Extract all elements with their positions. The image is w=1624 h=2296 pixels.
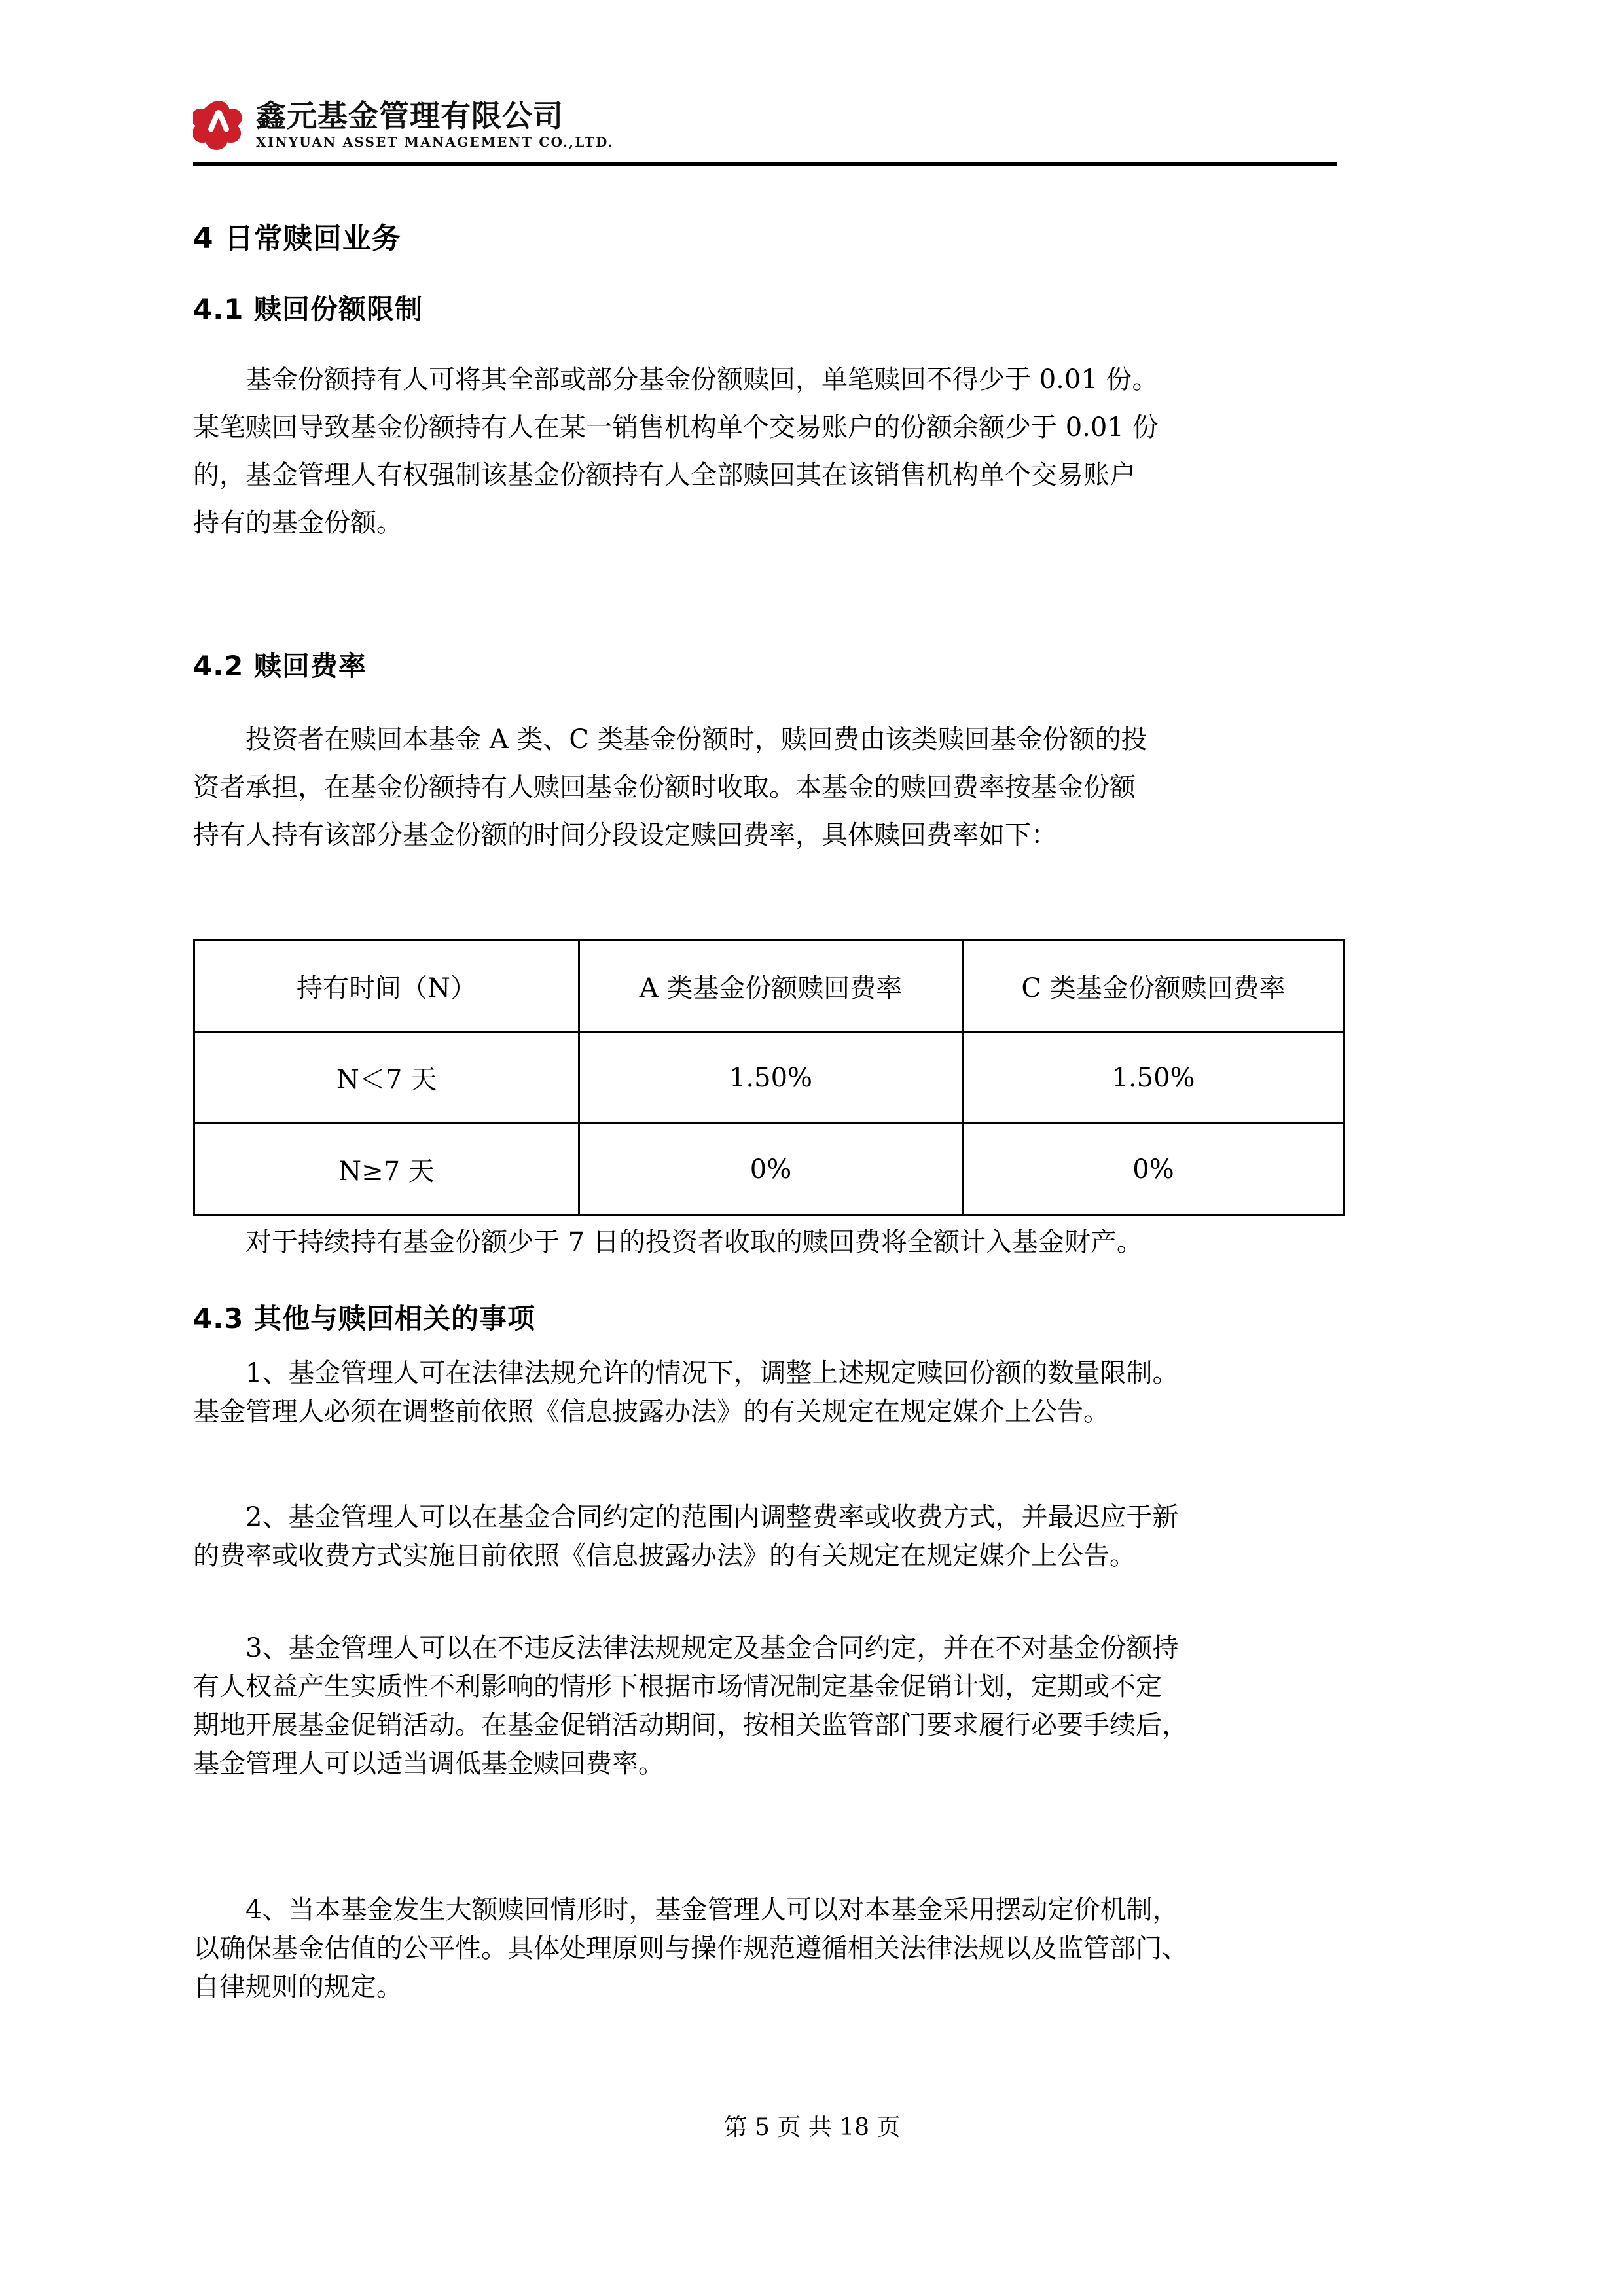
table-header-row [194, 941, 1344, 1032]
company-name-cn: 鑫元基金管理有限公司 [256, 98, 564, 134]
paragraph-line: 持有人持有该部分基金份额的时间分段设定赎回费率，具体赎回费率如下： [193, 820, 1057, 850]
paragraph-line: 资者承担，在基金份额持有人赎回基金份额时收取。本基金的赎回费率按基金份额 [193, 772, 1136, 802]
heading-section-4: 4 日常赎回业务 [193, 222, 401, 255]
table-cell: 1.50% [579, 1032, 963, 1124]
company-logo [193, 92, 1335, 157]
xinyuan-rose-logo-icon [193, 99, 244, 150]
paragraph-line: 对于持续持有基金份额少于 7 日的投资者收取的赎回费将全额计入基金财产。 [245, 1227, 1143, 1257]
list-item-3 [193, 1635, 1188, 1789]
heading-section-4-3: 4.3 其他与赎回相关的事项 [193, 1302, 536, 1335]
table-row [194, 1124, 1344, 1215]
paragraph-4-2 [193, 726, 1147, 870]
paragraph-line: 基金管理人可以适当调低基金赎回费率。 [193, 1749, 664, 1779]
paragraph-line: 持有的基金份额。 [193, 508, 403, 538]
paragraph-line: 有人权益产生实质性不利影响的情形下根据市场情况制定基金促销计划，定期或不定 [193, 1672, 1162, 1702]
paragraph-line: 基金管理人必须在调整前依照《信息披露办法》的有关规定在规定媒介上公告。 [193, 1397, 1110, 1427]
page-header [193, 92, 1335, 157]
header-divider [193, 162, 1337, 166]
table-header-cell: A 类基金份额赎回费率 [579, 941, 963, 1032]
heading-section-4-2: 4.2 赎回费率 [193, 650, 367, 682]
table-cell: 0% [963, 1124, 1344, 1215]
company-name-en: XINYUAN ASSET MANAGEMENT CO.,LTD. [256, 134, 614, 150]
table-cell: 0% [579, 1124, 963, 1215]
table-cell: 1.50% [963, 1032, 1344, 1124]
table-cell: N＜7 天 [194, 1032, 579, 1124]
table-cell: N≥7 天 [194, 1124, 579, 1215]
table-header-cell: 持有时间（N） [194, 941, 579, 1032]
heading-section-4-1: 4.1 赎回份额限制 [193, 293, 424, 325]
paragraph-line: 的费率或收费方式实施日前依照《信息披露办法》的有关规定在规定媒介上公告。 [193, 1541, 1136, 1571]
paragraph-4-1 [193, 367, 1159, 558]
list-item-2 [193, 1504, 1178, 1581]
table-header-cell: C 类基金份额赎回费率 [963, 941, 1344, 1032]
paragraph-line: 4、当本基金发生大额赎回情形时，基金管理人可以对本基金采用摆动定价机制， [245, 1895, 1179, 1925]
paragraph-line: 基金份额持有人可将其全部或部分基金份额赎回，单笔赎回不得少于 0.01 份。 [245, 365, 1159, 395]
paragraph-line: 以确保基金估值的公平性。具体处理原则与操作规范遵循相关法律法规以及监管部门、 [193, 1933, 1188, 1964]
paragraph-line: 的，基金管理人有权强制该基金份额持有人全部赎回其在该销售机构单个交易账户 [193, 460, 1136, 490]
paragraph-line: 3、基金管理人可以在不违反法律法规规定及基金合同约定，并在不对基金份额持 [245, 1633, 1179, 1663]
paragraph-line: 投资者在赎回本基金 A 类、C 类基金份额时，赎回费由该类赎回基金份额的投 [245, 725, 1147, 755]
paragraph-line: 期地开展基金促销活动。在基金促销活动期间，按相关监管部门要求履行必要手续后， [193, 1710, 1188, 1740]
paragraph-line: 某笔赎回导致基金份额持有人在某一销售机构单个交易账户的份额余额少于 0.01 份 [193, 412, 1159, 442]
page-footer: 第 5 页 共 18 页 [723, 2114, 901, 2141]
list-item-4 [193, 1897, 1188, 2013]
paragraph-after-table [193, 1229, 1143, 1255]
paragraph-line: 1、基金管理人可在法律法规允许的情况下，调整上述规定赎回份额的数量限制。 [245, 1358, 1179, 1388]
paragraph-line: 2、基金管理人可以在基金合同约定的范围内调整费率或收费方式，并最迟应于新 [245, 1502, 1179, 1532]
redemption-fee-table [193, 939, 1345, 1216]
table-row [194, 1032, 1344, 1124]
logo-text [256, 98, 614, 150]
list-item-1 [193, 1360, 1178, 1437]
paragraph-line: 自律规则的规定。 [193, 1972, 403, 2002]
